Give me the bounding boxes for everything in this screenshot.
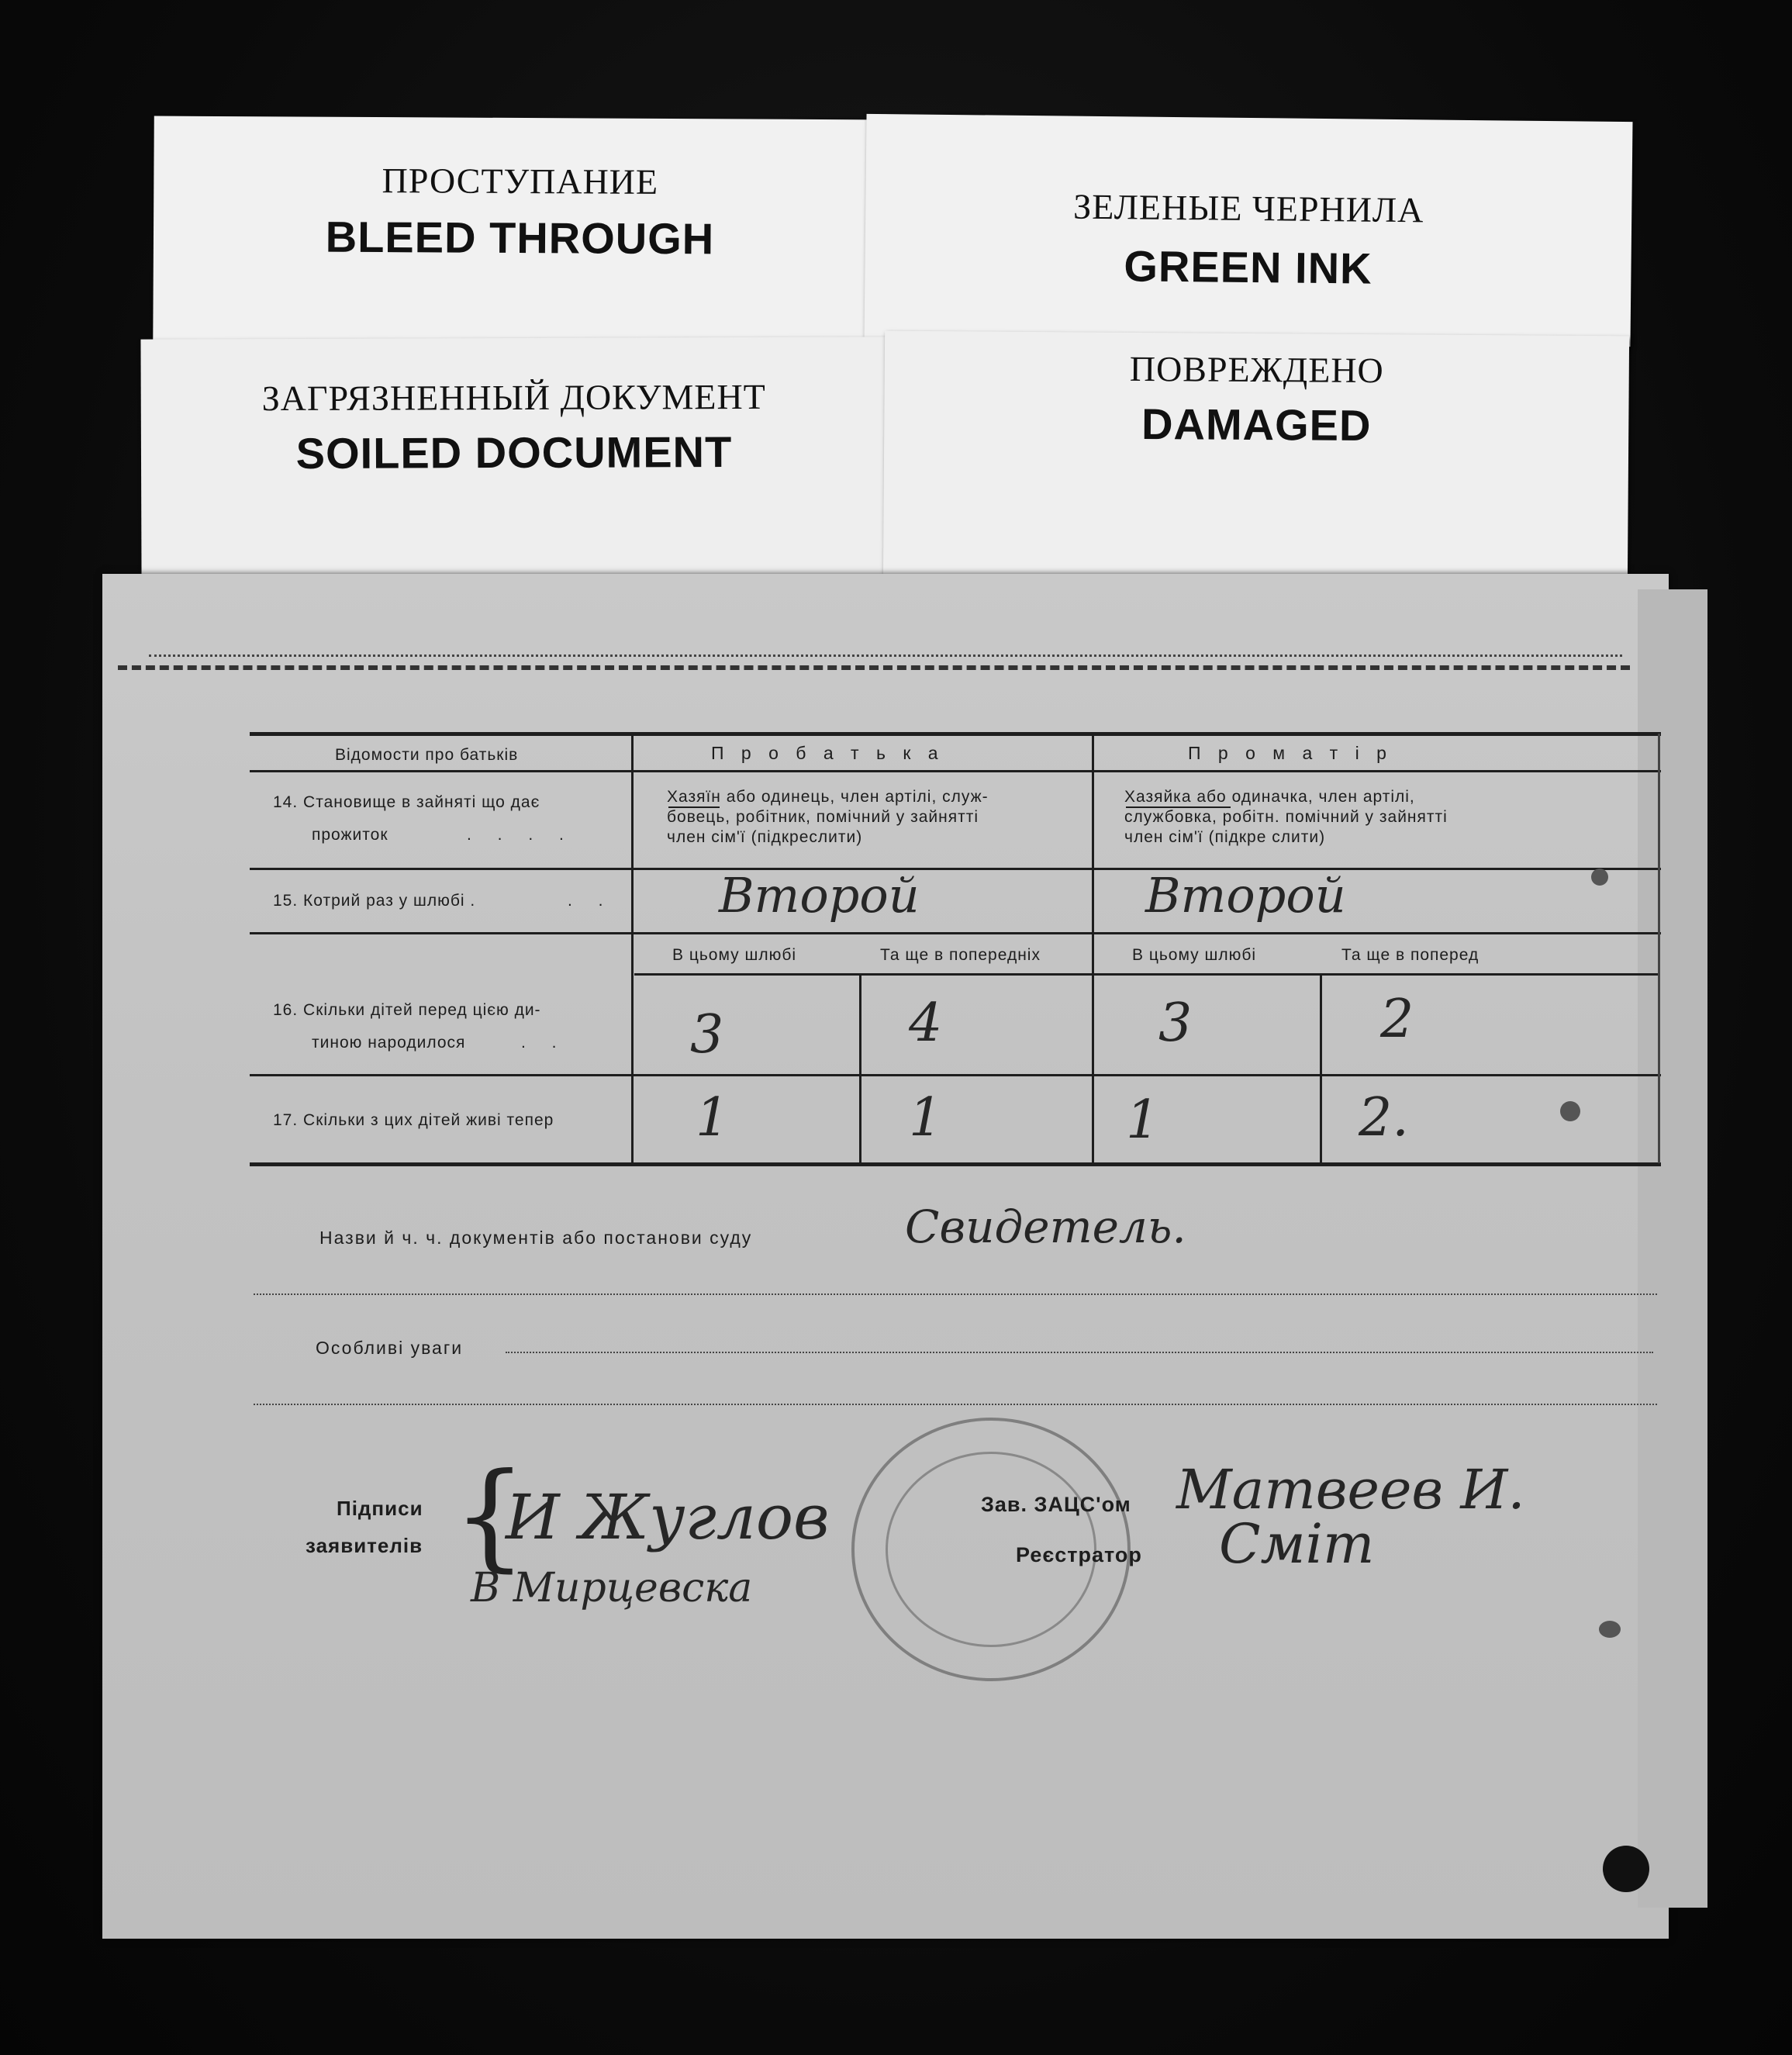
damaged-en: DAMAGED	[1141, 399, 1372, 451]
row16-label-line1: 16. Скільки дітей перед цією ди-	[273, 1001, 541, 1019]
damaged-card	[883, 331, 1629, 585]
subheader-mother-this: В цьому шлюбі	[1132, 946, 1257, 964]
row14-father-underline	[668, 806, 720, 808]
row15-rule	[250, 932, 1661, 934]
row15-label: 15. Котрий раз у шлюбі .	[273, 892, 476, 910]
row17-label: 17. Скільки з цих дітей живі тепер	[273, 1111, 554, 1129]
row15-father-value: Второй	[719, 867, 920, 924]
row14-mother-line2: службовка, робітн. помічний у зайнятті	[1124, 808, 1448, 826]
table-bottom-rule	[250, 1162, 1661, 1166]
registry-form-page	[102, 574, 1669, 1939]
remarks-line-1	[506, 1352, 1653, 1353]
row17-mother-prev: 2.	[1359, 1087, 1409, 1148]
row17-mother-this: 1	[1126, 1090, 1160, 1151]
row16-label-dots: . .	[521, 1034, 568, 1052]
signature-applicant-2: В Мирцевска	[471, 1565, 753, 1611]
perforation-dots	[149, 654, 1622, 657]
row17-father-prev: 1	[909, 1087, 943, 1148]
soiled-document-en: SOILED DOCUMENT	[295, 427, 733, 478]
registrar-label: Реєстратор	[1016, 1543, 1142, 1566]
row14-rule	[250, 868, 1661, 870]
soiled-document-ru: ЗАГРЯЗНЕННЫЙ ДОКУМЕНТ	[261, 376, 766, 419]
bleed-through-card	[153, 116, 887, 353]
bleed-through-ru: ПРОСТУПАНИЕ	[382, 161, 659, 202]
row14-label-line2: прожиток	[312, 826, 388, 844]
row16-mother-this: 3	[1158, 993, 1193, 1054]
signatures-label-line1: Підписи	[337, 1497, 423, 1520]
row14-mother-line1: Хазяйка або одиначка, член артілі,	[1124, 788, 1415, 806]
table-header-rule	[250, 770, 1661, 772]
col-divider-2	[1092, 734, 1094, 1163]
soiled-document-card	[140, 337, 887, 578]
page-edge	[1638, 589, 1707, 1908]
header-col-label: Відомости про батьків	[335, 746, 519, 764]
damage-spot	[1560, 1101, 1580, 1121]
row14-father-line3: член сім'ї (підкреслити)	[667, 828, 863, 846]
row14-father-line1: Хазяїн або одинець, член артілі, служ-	[667, 788, 989, 806]
subheader-mother-prev: Та ще в поперед	[1341, 946, 1480, 964]
signature-applicant-1: И Жуглов	[506, 1481, 830, 1553]
documents-value: Свидетель.	[905, 1200, 1186, 1253]
col-divider-mother	[1320, 973, 1322, 1163]
signatures-label-line2: заявителів	[306, 1534, 423, 1557]
green-ink-ru: ЗЕЛЕНЫЕ ЧЕРНИЛА	[1072, 186, 1424, 230]
row14-father-line2: бовець, робітник, помічний у зайнятті	[667, 808, 979, 826]
documents-label: Назви й ч. ч. документів або постанови суду	[319, 1228, 753, 1248]
col-divider-father	[859, 973, 861, 1163]
header-mother: П р о м а т і р	[1188, 743, 1393, 763]
green-ink-card	[865, 114, 1633, 347]
row14-mother-underline	[1126, 806, 1231, 808]
subheader-father-this: В цьому шлюбі	[672, 946, 797, 964]
subheader-father-prev: Та ще в попередніх	[880, 946, 1041, 964]
header-father: П р о б а т ь к а	[711, 743, 944, 763]
row14-label-line1: 14. Становище в зайняті що дає	[273, 793, 540, 811]
head-label: Зав. ЗАЦС'ом	[981, 1493, 1131, 1516]
remarks-label: Особливі уваги	[316, 1338, 464, 1358]
row15-mother-value: Второй	[1145, 867, 1346, 924]
subheader-rule	[634, 973, 1659, 976]
row16-mother-prev: 2	[1380, 989, 1414, 1050]
row16-label-line2: тиною народилося	[312, 1034, 466, 1052]
row17-father-this: 1	[696, 1087, 730, 1148]
row14-label-dots: . . . .	[467, 826, 575, 844]
table-top-rule	[250, 732, 1661, 736]
signatures-brace: {	[453, 1449, 527, 1584]
row16-father-this: 3	[690, 1004, 724, 1065]
row16-rule	[250, 1074, 1661, 1076]
damage-spot	[1599, 1621, 1621, 1638]
perforation-line	[118, 665, 1630, 670]
head-signature: Матвеев И.	[1176, 1458, 1525, 1521]
bleed-through-en: BLEED THROUGH	[325, 212, 715, 264]
row15-label-dots: . .	[568, 892, 614, 910]
col-divider-1	[631, 734, 634, 1163]
punch-hole	[1603, 1846, 1649, 1892]
damaged-ru: ПОВРЕЖДЕНО	[1129, 348, 1384, 391]
damage-spot	[1591, 869, 1608, 886]
row16-father-prev: 4	[909, 993, 943, 1054]
green-ink-en: GREEN INK	[1124, 241, 1372, 293]
registrar-signature: Сміт	[1219, 1512, 1375, 1576]
remarks-line-2	[254, 1404, 1657, 1405]
col-right-edge	[1658, 734, 1660, 1163]
row14-mother-line3: член сім'ї (підкре слити)	[1124, 828, 1326, 846]
documents-line	[254, 1293, 1657, 1295]
